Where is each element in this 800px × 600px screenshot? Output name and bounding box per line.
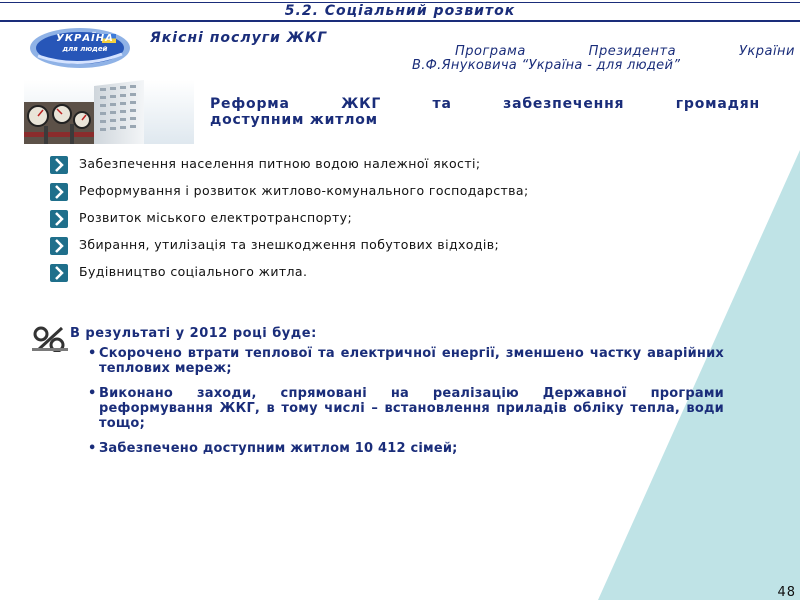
header-line-bottom [0, 20, 800, 22]
list-item [50, 208, 750, 235]
result-text: Виконано заходи, спрямовані на реалізацію Державної програми реформування ЖКГ, в тому числі – встановлення приладів обліку тепла, води тощо; [99, 386, 724, 431]
goal-text: Будівництво соціального житла. [79, 264, 308, 279]
results-title: В результаті у 2012 році буде: [70, 326, 317, 341]
arrow-right-icon [50, 237, 68, 255]
bullet: • [88, 386, 97, 401]
reform-title [210, 96, 760, 128]
page-number: 48 [777, 585, 796, 600]
list-item [88, 346, 724, 376]
arrow-right-icon [50, 210, 68, 228]
percent-icon [32, 326, 68, 352]
list-item [88, 441, 724, 456]
goal-text: Збирання, утилізація та знешкодження побутових відходів; [79, 237, 500, 252]
program-caption-line1: Програма Президента України [455, 44, 795, 59]
bullet: • [88, 346, 97, 361]
housing-utilities-photo [24, 80, 194, 144]
reform-title-line1: Реформа ЖКГ та забезпечення громадян [210, 96, 760, 112]
logo-subtext: для людей [62, 45, 108, 53]
goal-text: Реформування і розвиток житлово-комунального господарства; [79, 183, 529, 198]
reform-title-line2: доступним житлом [210, 112, 378, 128]
arrow-right-icon [50, 183, 68, 201]
section-title: 5.2. Соціальний розвиток [284, 3, 516, 19]
bullet: • [88, 441, 97, 456]
result-text: Скорочено втрати теплової та електричної енергії, зменшено частку аварійних теплових мереж; [99, 346, 724, 376]
program-caption-line2: В.Ф.Януковича “Україна - для людей” [412, 58, 681, 73]
list-item [50, 235, 750, 262]
logo-text: УКРАЇНА [56, 33, 114, 44]
result-text: Забезпечено доступним житлом 10 412 сімей; [99, 441, 458, 456]
goals-list [50, 154, 750, 289]
list-item [50, 181, 750, 208]
slide-subtitle: Якісні послуги ЖКГ [150, 30, 328, 46]
results-list [88, 346, 724, 466]
arrow-right-icon [50, 156, 68, 174]
arrow-right-icon [50, 264, 68, 282]
list-item [50, 262, 750, 289]
list-item [50, 154, 750, 181]
goal-text: Розвиток міського електротранспорту; [79, 210, 353, 225]
list-item [88, 386, 724, 431]
goal-text: Забезпечення населення питною водою належної якості; [79, 156, 481, 171]
